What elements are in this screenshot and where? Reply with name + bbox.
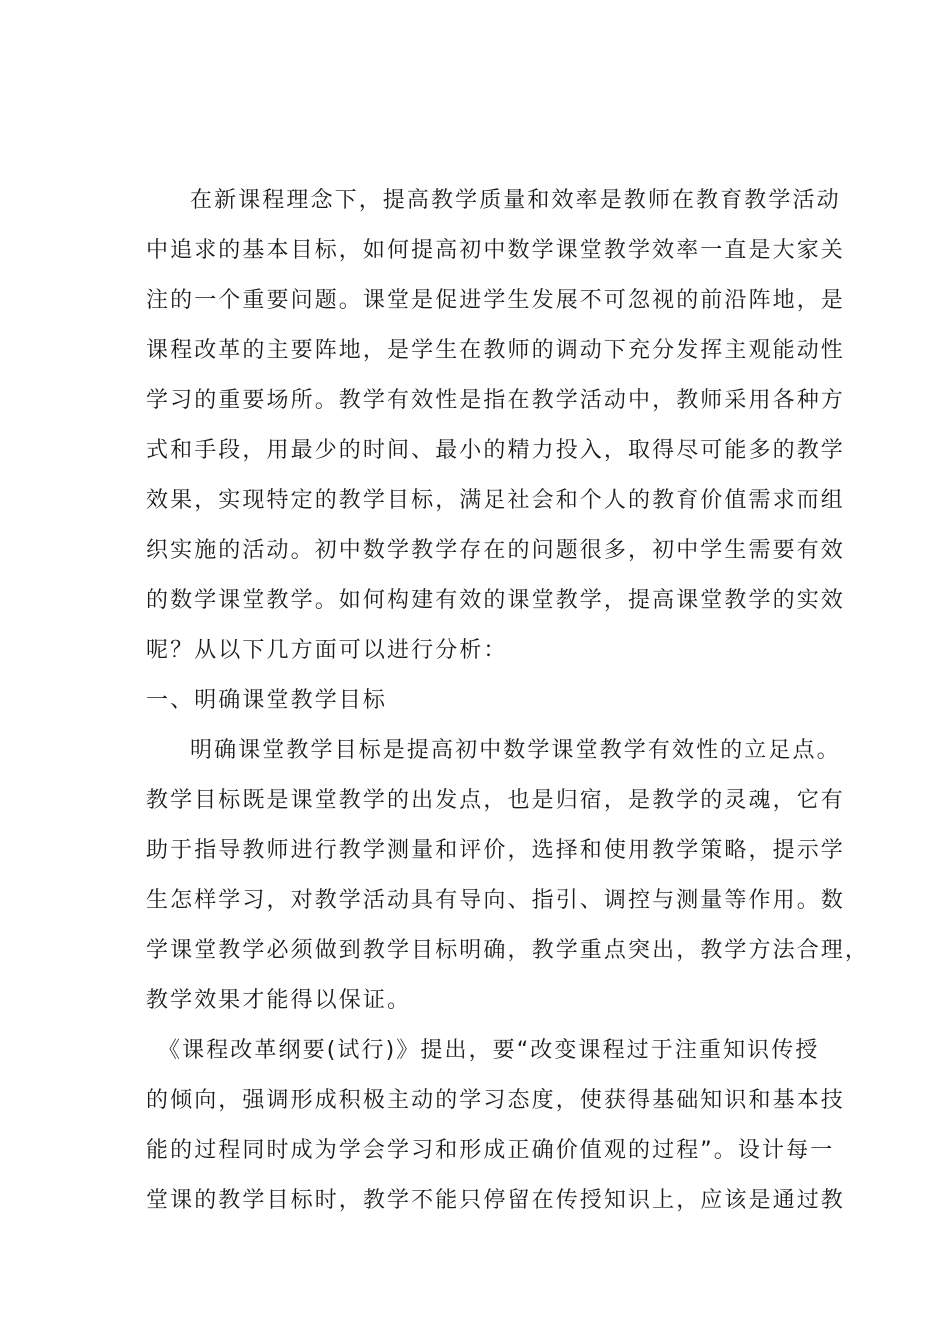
paragraph-1-line-10: 呢？从以下几方面可以进行分析： [146,638,508,663]
section-heading: 一、明确课堂教学目标 [146,688,388,713]
paragraph-3-line-4: 堂课的教学目标时，教学不能只停留在传授知识上，应该是通过教 [146,1188,845,1213]
paragraph-2-line-5: 学课堂教学必须做到教学目标明确，教学重点突出，教学方法合理， [146,938,870,963]
paragraph-3-line-2: 的倾向，强调形成积极主动的学习态度，使获得基础知识和基本技 [146,1088,845,1113]
paragraph-1-line-7: 效果，实现特定的教学目标，满足社会和个人的教育价值需求而组 [146,488,845,513]
paragraph-2-line-3: 助于指导教师进行教学测量和评价，选择和使用教学策略，提示学 [146,838,845,863]
paragraph-1-line-9: 的数学课堂教学。如何构建有效的课堂教学，提高课堂教学的实效 [146,588,845,613]
paragraph-2-line-1: 明确课堂教学目标是提高初中数学课堂教学有效性的立足点。 [190,738,841,763]
paragraph-1-line-3: 注的一个重要问题。课堂是促进学生发展不可忽视的前沿阵地，是 [146,288,845,313]
paragraph-1-line-5: 学习的重要场所。教学有效性是指在教学活动中，教师采用各种方 [146,388,845,413]
paragraph-1-line-1: 在新课程理念下，提高教学质量和效率是教师在教育教学活动 [190,188,841,213]
paragraph-2-line-2: 教学目标既是课堂教学的出发点，也是归宿，是教学的灵魂，它有 [146,788,845,813]
paragraph-1-line-4: 课程改革的主要阵地，是学生在教师的调动下充分发挥主观能动性 [146,338,845,363]
paragraph-3-line-1: 《课程改革纲要(试行)》提出，要“改变课程过于注重知识传授 [158,1038,820,1063]
paragraph-1-line-8: 织实施的活动。初中数学教学存在的问题很多，初中学生需要有效 [146,538,845,563]
paragraph-2-line-4: 生怎样学习，对教学活动具有导向、指引、调控与测量等作用。数 [146,888,845,913]
paragraph-3-line-3: 能的过程同时成为学会学习和形成正确价值观的过程”。设计每一 [146,1138,835,1163]
paragraph-2-line-6: 教学效果才能得以保证。 [146,988,412,1013]
paragraph-1-line-6: 式和手段，用最少的时间、最小的精力投入，取得尽可能多的教学 [146,438,845,463]
paragraph-1-line-2: 中追求的基本目标，如何提高初中数学课堂教学效率一直是大家关 [146,238,845,263]
